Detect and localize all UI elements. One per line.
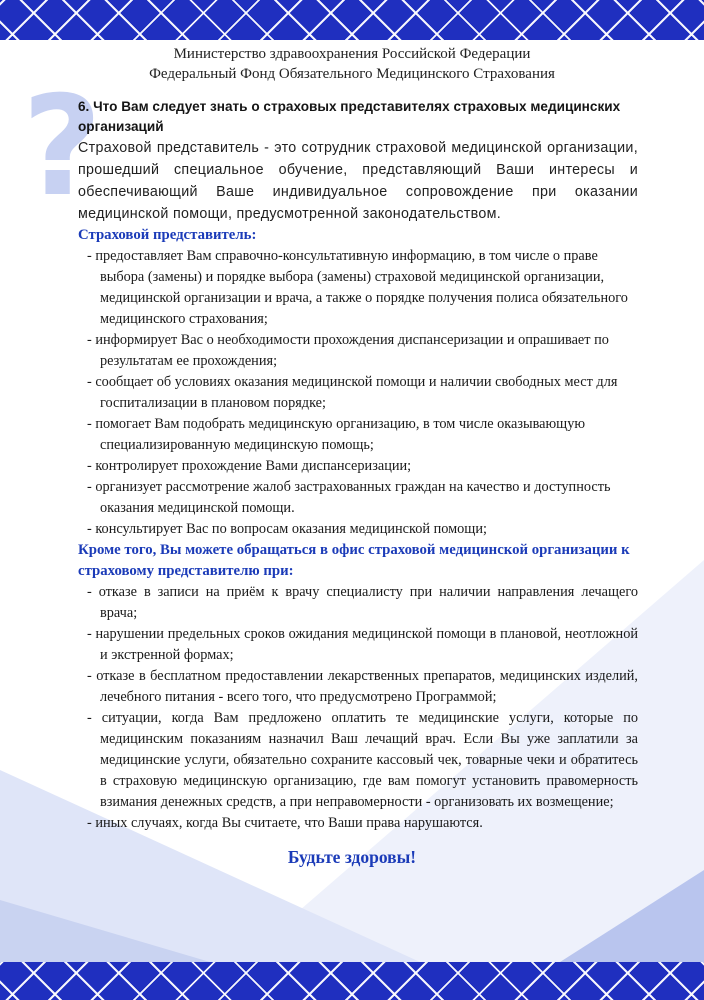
list-item: - ситуации, когда Вам предложено оплатить те медицинские услуги, которые по медицинским показаниям назначил Ваш лечащий врач. Если Вы уже заплатили за медицинские услуги, обязательно сохраните кассовый чек, товарные чеки и обратитесь в страховую медицинскую организацию, где вам помогут установить правомерность взимания денежных средств, а при неправомерности - организовать их возмещение;	[87, 710, 638, 810]
list-item: - контролирует прохождение Вами диспансеризации;	[87, 458, 412, 474]
list-item: - отказе в записи на приём к врачу специалисту при наличии направления лечащего врача;	[87, 584, 638, 621]
section-title: 6. Что Вам следует знать о страховых представителях страховых медицинских организаций	[78, 99, 621, 134]
office-heading: Кроме того, Вы можете обращаться в офис страховой медицинской организации к страховому представителю при:	[78, 542, 630, 579]
list-item: - отказе в бесплатном предоставлении лекарственных препаратов, медицинских изделий, лечебного питания - всего того, что предусмотрено Программой;	[87, 668, 638, 705]
list-item: - консультирует Вас по вопросам оказания медицинской помощи;	[87, 521, 487, 537]
farewell-text: Будьте здоровы!	[287, 847, 417, 867]
section-intro: Страховой представитель - это сотрудник страховой медицинской организации, прошедший специальное обучение, представляющий Ваши интересы и обеспечивающий Ваше индивидуальное сопровождение при оказании медицинской помощи, предусмотренной законодательством.	[78, 140, 638, 222]
list-item: - нарушении предельных сроков ожидания медицинской помощи в плановой, неотложной и экстренной формах;	[87, 626, 638, 663]
question-mark-icon: ?	[22, 66, 103, 227]
fund-name: Федеральный Фонд Обязательного Медицинского Страхования	[149, 66, 555, 82]
list-item: - помогает Вам подобрать медицинскую организацию, в том числе оказывающую специализированную медицинскую помощь;	[87, 416, 586, 453]
list-item: - информирует Вас о необходимости прохождения диспансеризации и опрашивает по результатам ее прохождения;	[87, 332, 609, 369]
duties-list	[78, 246, 638, 540]
document-header	[0, 44, 704, 84]
main-content	[78, 97, 638, 834]
bottom-decorative-band	[0, 962, 704, 1000]
list-item: - сообщает об условиях оказания медицинской помощи и наличии свободных мест для госпитализации в плановом порядке;	[87, 374, 618, 411]
ministry-name: Министерство здравоохранения Российской Федерации	[173, 46, 531, 62]
cases-list	[78, 582, 638, 834]
list-item: - предоставляет Вам справочно-консультативную информацию, в том числе о праве выбора (замены) и порядке выбора (замены) страховой медицинской организации, медицинской организации и врача, а также о порядке получения полиса обязательного медицинского страхования;	[87, 248, 628, 327]
list-item: - организует рассмотрение жалоб застрахованных граждан на качество и доступность оказания медицинской помощи.	[87, 479, 611, 516]
duties-heading: Страховой представитель:	[78, 227, 257, 243]
list-item: - иных случаях, когда Вы считаете, что Ваши права нарушаются.	[87, 815, 483, 831]
top-decorative-band	[0, 0, 704, 40]
